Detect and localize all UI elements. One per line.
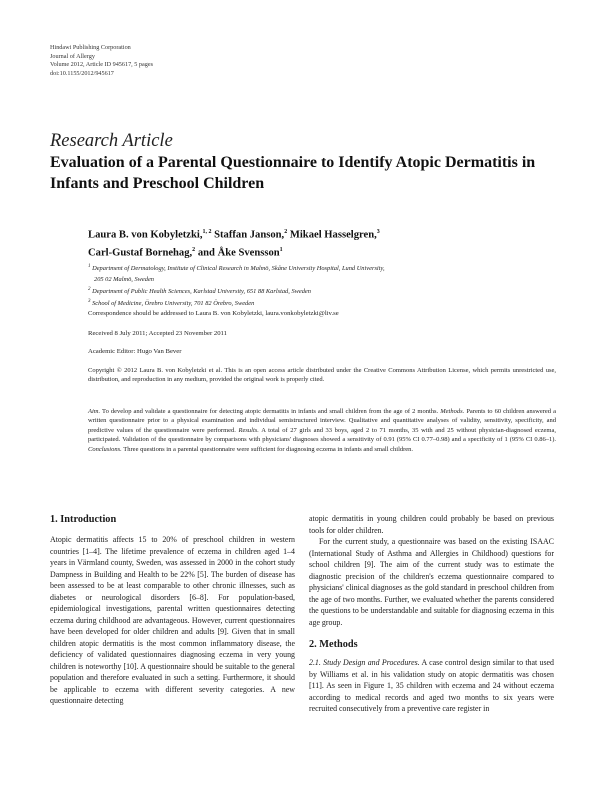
methods-paragraph: 2.1. Study Design and Procedures. A case control design similar to that used by Williams et al. in his validation study on atopic dermatitis was chosen [11]. As seen in Figure 1, 35 children with eczema and 24 without eczema according to medical records and aged two months to six years were recruited consecutively from a preventive care register in	[309, 658, 554, 713]
section-heading-methods: 2. Methods	[309, 639, 358, 650]
abstract-methods: Parents to 60 children answered a written questionnaire prior to a physical examination and individual semistructured interview. Qualitative and quantitative analyses of validity, sensitivity, specificity, and predictive values of the questionnaire were performed.	[88, 408, 557, 434]
abstract-results: A total of 27 girls and 33 boys, aged 2 to 71 months, 35 with and 25 without physician-diagnosed eczema, participated. Validation of the questionnaire by comparisons with physicians' diagnoses showed a sensitivity of 0.91 (95% CI 0.77–0.98) and a specificity of 1 (95% CI 0.86–1).	[88, 426, 556, 444]
subsection-heading-study-design: 2.1. Study Design and Procedures.	[309, 658, 420, 667]
publication-header	[50, 44, 153, 78]
author-name: Åke Svensson	[217, 247, 280, 259]
copyright-notice: Copyright © 2012 Laura B. von Kobyletzki et al. This is an open access article distributed under the Creative Commons Attribution License, which permits unrestricted use, distribution, and reproduction in any medium, provided the original work is properly cited.	[88, 367, 556, 384]
author-affiliation-marker: 2	[284, 229, 288, 235]
author-affiliation-marker: 3	[376, 229, 380, 235]
author-name: Laura B. von Kobyletzki,	[88, 229, 203, 241]
abstract-aim-label: Aim.	[88, 408, 101, 415]
affiliation-item: $^1$ Department of Dermatology, Institute of Clinical Research in Malmö, Skåne University Hospital, Lund University,	[88, 264, 385, 273]
abstract	[88, 407, 556, 454]
volume-info: Volume 2012, Article ID 945617, 5 pages	[50, 61, 153, 69]
abstract-aim: To develop and validate a questionnaire for detecting atopic dermatitis in infants and small children from the age of 2 months.	[102, 408, 439, 415]
author-affiliation-marker: 1, 2	[202, 229, 212, 235]
doi[interactable]: doi:10.1155/2012/945617	[50, 69, 114, 77]
article-title: Evaluation of a Parental Questionnaire to Identify Atopic Dermatitis in Infants and Preschool Children	[50, 154, 536, 192]
article-type: Research Article	[50, 131, 173, 151]
abstract-conclusions: Three questions in a parental questionnaire were sufficient for diagnosing eczema in infants and small children.	[123, 445, 414, 453]
introduction-aim-paragraph: For the current study, a questionnaire was based on the existing ISAAC (International Study of Asthma and Allergies in Childhood) questions for school children [9]. The aim of the current study was to estimate the diagnostic precision of the children's eczema questionnaire compared to physicians' clinical diagnoses as the gold standard in preschool children from the age of two months. Further, we evaluated whether the parents considered the questions to be understandable and suitable for diagnosing eczema in this age group.	[309, 537, 554, 627]
left-column	[50, 513, 295, 707]
author-name: Staffan Janson,	[214, 229, 285, 241]
introduction-paragraph-continued: atopic dermatitis in young children could probably be based on previous tools for older children.	[309, 514, 554, 535]
journal-name: Journal of Allergy	[50, 52, 95, 60]
academic-editor: Academic Editor: Hugo Van Bever	[88, 348, 182, 355]
abstract-results-label: Results.	[238, 426, 259, 434]
affiliations	[88, 262, 568, 310]
abstract-methods-label: Methods.	[440, 408, 465, 415]
affiliation-item: $^2$ Department of Public Health Sciences, Karlstad University, 651 88 Karlstad, Sweden	[88, 286, 311, 296]
introduction-paragraph: Atopic dermatitis affects 15 to 20% of preschool children in western countries [1–4]. The lifetime prevalence of eczema in children aged 1–4 years in Värmland county, Sweden, was assessed in 2000 in the cohort study Dampness in Building and Health to be 22% [5]. The burden of disease has been assessed to be at least comparable to other chronic illnesses, such as diabetes or neurological disorders [6–8]. For population-based, epidemiological investigations, parental written questionnaires detecting eczema during childhood are advantageous. However, current questionnaires have been developed for older children and adults [9]. Given that in small children atopic dermatitis is the most common inflammatory disease, the deficiency of validated questionnaires diagnosing eczema in very young children is noteworthy [10]. A questionnaire should be suitable to the general population and therefore evaluated in such a setting. Furthermore, it should be applicable to eczema with different severity categories. A new questionnaire detecting	[50, 535, 295, 705]
affiliation-item: $^3$ School of Medicine, Örebro University, 701 82 Örebro, Sweden	[88, 299, 255, 308]
affiliation-item: 205 02 Malmö, Sweden	[94, 275, 154, 283]
correspondence-line: Correspondence should be addressed to Laura B. von Kobyletzki, laura.vonkobyletzki@liv.se	[88, 310, 339, 317]
received-accepted-dates: Received 8 July 2011; Accepted 23 November 2011	[88, 330, 227, 337]
author-list: Laura B. von Kobyletzki,$^{1, 2}$ Staffan Janson,$^2$ Mikael Hasselgren,$^3$ Carl-Gustaf Bornehag,$^2$ and Åke Svensson$^1$	[88, 229, 380, 259]
abstract-conclusions-label: Conclusions.	[88, 445, 122, 453]
right-column	[309, 513, 554, 715]
section-heading-introduction: 1. Introduction	[50, 514, 117, 525]
author-affiliation-marker: 1	[279, 247, 283, 254]
publisher-name: Hindawi Publishing Corporation	[50, 44, 131, 51]
author-affiliation-marker: 2	[192, 247, 196, 254]
author-name: Carl-Gustaf Bornehag,	[88, 247, 193, 259]
author-name: Mikael Hasselgren,	[289, 229, 377, 241]
